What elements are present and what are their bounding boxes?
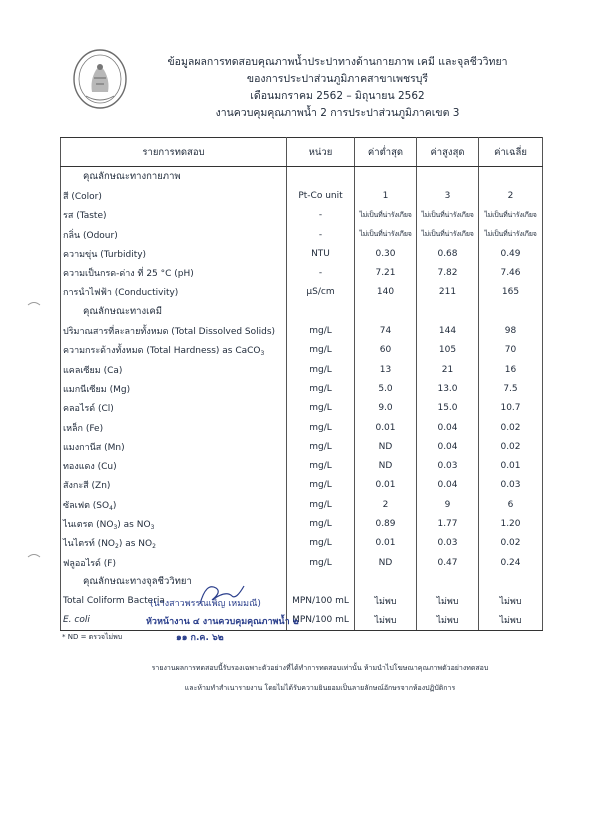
document-header xyxy=(135,54,540,122)
min-value: 1 xyxy=(355,186,417,205)
max-value: ไม่เป็นที่น่ารังเกียจ xyxy=(417,225,479,244)
min-value: ND xyxy=(355,553,417,572)
empty-cell xyxy=(287,572,355,591)
test-name-text: ทองแดง (Cu) xyxy=(63,462,117,473)
table-row xyxy=(61,341,543,360)
max-value: 0.03 xyxy=(417,456,479,475)
test-name-text: เหล็ก (Fe) xyxy=(63,423,104,434)
min-value: ไม่เป็นที่น่ารังเกียจ xyxy=(355,206,417,225)
section-title: คุณลักษณะทางเคมี xyxy=(61,302,287,321)
test-name-text: สังกะสี (Zn) xyxy=(63,481,111,492)
min-value: ไม่พบ xyxy=(355,611,417,631)
unit-cell: mg/L xyxy=(287,495,355,514)
max-value: 0.04 xyxy=(417,476,479,495)
test-name-text: รส (Taste) xyxy=(63,211,107,222)
empty-cell xyxy=(479,572,543,591)
max-value: ไม่พบ xyxy=(417,611,479,631)
min-value: ไม่พบ xyxy=(355,592,417,611)
unit-cell: - xyxy=(287,206,355,225)
min-value: 7.21 xyxy=(355,263,417,282)
report-title: ข้อมูลผลการทดสอบคุณภาพน้ำประปาทางด้านกายภาพ เคมี และจุลชีววิทยา xyxy=(167,56,508,68)
signature-date: ๑๑ ก.ค. ๖๒ xyxy=(176,633,224,643)
min-value: 0.89 xyxy=(355,514,417,533)
avg-value: 7.46 xyxy=(479,263,543,282)
max-value: 13.0 xyxy=(417,379,479,398)
empty-cell xyxy=(355,167,417,187)
column-header-min: ค่าต่ำสุด xyxy=(355,138,417,167)
test-name-text: คลอไรด์ (Cl) xyxy=(63,404,114,415)
table-row xyxy=(61,321,543,340)
table-row xyxy=(61,437,543,456)
unit-cell: Pt-Co unit xyxy=(287,186,355,205)
unit-cell: mg/L xyxy=(287,360,355,379)
test-name xyxy=(61,206,287,225)
test-name xyxy=(61,534,287,553)
table-row xyxy=(61,263,543,282)
test-name xyxy=(61,437,287,456)
avg-value: 70 xyxy=(479,341,543,360)
table-row xyxy=(61,399,543,418)
issuing-unit: งานควบคุมคุณภาพน้ำ 2 การประปาส่วนภูมิภาคเขต 3 xyxy=(215,107,460,119)
section-title: คุณลักษณะทางจุลชีววิทยา xyxy=(61,572,287,591)
max-value: 211 xyxy=(417,283,479,302)
unit-cell: mg/L xyxy=(287,553,355,572)
test-name xyxy=(61,283,287,302)
min-value: 60 xyxy=(355,341,417,360)
max-value: 3 xyxy=(417,186,479,205)
min-value: 0.01 xyxy=(355,418,417,437)
min-value: ไม่เป็นที่น่ารังเกียจ xyxy=(355,225,417,244)
test-name xyxy=(61,476,287,495)
test-name-text: ไนเตรต (NO xyxy=(63,519,114,530)
empty-cell xyxy=(479,302,543,321)
test-name xyxy=(61,244,287,263)
min-value: ND xyxy=(355,456,417,475)
table-body xyxy=(61,167,543,631)
table-row xyxy=(61,379,543,398)
avg-value: 98 xyxy=(479,321,543,340)
unit-cell: mg/L xyxy=(287,534,355,553)
test-name-text: ความเป็นกรด-ด่าง ที่ 25 °C (pH) xyxy=(63,269,194,280)
footnote: * ND = ตรวจไม่พบ xyxy=(62,633,123,641)
max-value: 0.04 xyxy=(417,437,479,456)
table-row xyxy=(61,360,543,379)
test-name xyxy=(61,379,287,398)
min-value: 0.30 xyxy=(355,244,417,263)
branch-name: ของการประปาส่วนภูมิภาคสาขาเพชรบุรี xyxy=(246,73,429,85)
column-header-avg: ค่าเฉลี่ย xyxy=(479,138,543,167)
test-name xyxy=(61,225,287,244)
unit-cell: mg/L xyxy=(287,379,355,398)
avg-value: 165 xyxy=(479,283,543,302)
test-name-text: ไนไตรท์ (NO xyxy=(63,539,116,550)
test-name-text: แมกนีเซียม (Mg) xyxy=(63,384,131,395)
table-row xyxy=(61,456,543,475)
test-name-text: การนำไฟฟ้า (Conductivity) xyxy=(63,288,179,299)
min-value: 140 xyxy=(355,283,417,302)
table-row xyxy=(61,283,543,302)
table-row xyxy=(61,476,543,495)
test-name-text: แมงกานีส (Mn) xyxy=(63,442,125,453)
unit-cell: MPN/100 mL xyxy=(287,611,355,631)
test-name xyxy=(61,456,287,475)
test-name xyxy=(61,418,287,437)
test-name-text: ปริมาณสารที่ละลายทั้งหมด (Total Dissolved Solids) xyxy=(63,327,276,338)
avg-value: 2 xyxy=(479,186,543,205)
empty-cell xyxy=(417,572,479,591)
min-value: 0.01 xyxy=(355,534,417,553)
test-name-text: ความขุ่น (Turbidity) xyxy=(63,249,147,260)
subscript: 3 xyxy=(150,523,155,531)
min-value: 2 xyxy=(355,495,417,514)
min-value: 9.0 xyxy=(355,399,417,418)
avg-value: 1.20 xyxy=(479,514,543,533)
avg-value: 0.02 xyxy=(479,534,543,553)
test-name-tail: ) as NO xyxy=(118,539,153,550)
unit-cell: mg/L xyxy=(287,418,355,437)
test-name xyxy=(61,514,287,533)
table-row xyxy=(61,495,543,514)
signer-position: หัวหน้างาน ๔ งานควบคุมคุณภาพน้ำ ๒ xyxy=(146,617,299,627)
unit-cell: mg/L xyxy=(287,514,355,533)
min-value: 74 xyxy=(355,321,417,340)
min-value: 13 xyxy=(355,360,417,379)
report-period: เดือนมกราคม 2562 – มิถุนายน 2562 xyxy=(250,90,425,102)
avg-value: 6 xyxy=(479,495,543,514)
table-row xyxy=(61,206,543,225)
punch-hole-mark xyxy=(26,300,42,310)
max-value: 15.0 xyxy=(417,399,479,418)
max-value: ไม่เป็นที่น่ารังเกียจ xyxy=(417,206,479,225)
unit-cell: µS/cm xyxy=(287,283,355,302)
unit-cell: mg/L xyxy=(287,456,355,475)
avg-value: ไม่พบ xyxy=(479,611,543,631)
unit-cell: NTU xyxy=(287,244,355,263)
test-name-text: E. coli xyxy=(63,615,90,626)
empty-cell xyxy=(287,167,355,187)
table-row xyxy=(61,225,543,244)
avg-value: ไม่พบ xyxy=(479,592,543,611)
test-name xyxy=(61,341,287,360)
max-value: 0.68 xyxy=(417,244,479,263)
column-header-unit: หน่วย xyxy=(287,138,355,167)
test-name xyxy=(61,263,287,282)
subscript: 3 xyxy=(113,523,118,531)
column-header-max: ค่าสูงสุด xyxy=(417,138,479,167)
avg-value: ไม่เป็นที่น่ารังเกียจ xyxy=(479,225,543,244)
test-name-text: กลิ่น (Odour) xyxy=(63,230,118,241)
empty-cell xyxy=(355,572,417,591)
column-header-test: รายการทดสอบ xyxy=(61,138,287,167)
test-name-text: แคลเซียม (Ca) xyxy=(63,365,123,376)
punch-hole-mark xyxy=(26,552,42,562)
test-name xyxy=(61,360,287,379)
table-row xyxy=(61,514,543,533)
table-row xyxy=(61,534,543,553)
section-row xyxy=(61,572,543,591)
avg-value: ไม่เป็นที่น่ารังเกียจ xyxy=(479,206,543,225)
avg-value: 0.49 xyxy=(479,244,543,263)
avg-value: 0.24 xyxy=(479,553,543,572)
unit-cell: mg/L xyxy=(287,341,355,360)
table-row xyxy=(61,244,543,263)
max-value: 0.04 xyxy=(417,418,479,437)
avg-value: 0.02 xyxy=(479,418,543,437)
remark-line-1: รายงานผลการทดสอบนี้รับรองเฉพาะตัวอย่างที่ได้ทำการทดสอบเท่านั้น ห้ามนำไปโฆษณาคุณภาพตัวอย่างทดสอบ xyxy=(151,664,489,672)
subscript: 2 xyxy=(152,543,156,551)
test-name-text: ฟลูออไรด์ (F) xyxy=(63,558,116,569)
unit-cell: mg/L xyxy=(287,399,355,418)
water-quality-table xyxy=(60,137,543,631)
unit-cell: mg/L xyxy=(287,437,355,456)
subscript: 4 xyxy=(109,504,113,512)
avg-value: 7.5 xyxy=(479,379,543,398)
avg-value: 0.01 xyxy=(479,456,543,475)
signature-block xyxy=(146,592,330,648)
empty-cell xyxy=(479,167,543,187)
subscript: 3 xyxy=(260,350,265,358)
test-name xyxy=(61,186,287,205)
table-row xyxy=(61,553,543,572)
empty-cell xyxy=(287,302,355,321)
max-value: 7.82 xyxy=(417,263,479,282)
test-name xyxy=(61,321,287,340)
avg-value: 16 xyxy=(479,360,543,379)
remarks xyxy=(100,658,540,698)
remark-line-2: และห้ามทำสำเนารายงาน โดยไม่ได้รับความยินยอมเป็นลายลักษณ์อักษรจากห้องปฏิบัติการ xyxy=(184,684,456,692)
unit-cell: mg/L xyxy=(287,321,355,340)
pwa-seal-logo xyxy=(72,48,128,110)
avg-value: 0.03 xyxy=(479,476,543,495)
min-value: 0.01 xyxy=(355,476,417,495)
test-name-tail: ) xyxy=(112,500,117,511)
subscript: 2 xyxy=(115,543,119,551)
test-name-text: ซัลเฟต (SO xyxy=(63,500,110,511)
table-row xyxy=(61,186,543,205)
unit-cell: - xyxy=(287,263,355,282)
max-value: 9 xyxy=(417,495,479,514)
avg-value: 10.7 xyxy=(479,399,543,418)
test-name-text: ความกระด้างทั้งหมด (Total Hardness) as CaCO xyxy=(63,346,261,357)
section-title: คุณลักษณะทางกายภาพ xyxy=(61,167,287,187)
test-name xyxy=(61,553,287,572)
max-value: 105 xyxy=(417,341,479,360)
table-row xyxy=(61,418,543,437)
section-row xyxy=(61,167,543,187)
signer-name: (นางสาวพรรณเพ็ญ เหมมณี) xyxy=(150,599,261,609)
unit-cell: mg/L xyxy=(287,476,355,495)
test-name-tail: ) as NO xyxy=(117,519,151,530)
empty-cell xyxy=(355,302,417,321)
max-value: 144 xyxy=(417,321,479,340)
empty-cell xyxy=(417,302,479,321)
unit-cell: MPN/100 mL xyxy=(287,592,355,611)
max-value: 1.77 xyxy=(417,514,479,533)
table-header-row xyxy=(61,138,543,167)
test-name-text: Total Coliform Bacteria xyxy=(63,596,165,607)
avg-value: 0.02 xyxy=(479,437,543,456)
min-value: 5.0 xyxy=(355,379,417,398)
section-row xyxy=(61,302,543,321)
test-name xyxy=(61,495,287,514)
empty-cell xyxy=(417,167,479,187)
unit-cell: - xyxy=(287,225,355,244)
max-value: 0.03 xyxy=(417,534,479,553)
max-value: ไม่พบ xyxy=(417,592,479,611)
min-value: ND xyxy=(355,437,417,456)
test-name xyxy=(61,399,287,418)
max-value: 0.47 xyxy=(417,553,479,572)
max-value: 21 xyxy=(417,360,479,379)
test-name-text: สี (Color) xyxy=(63,191,102,202)
